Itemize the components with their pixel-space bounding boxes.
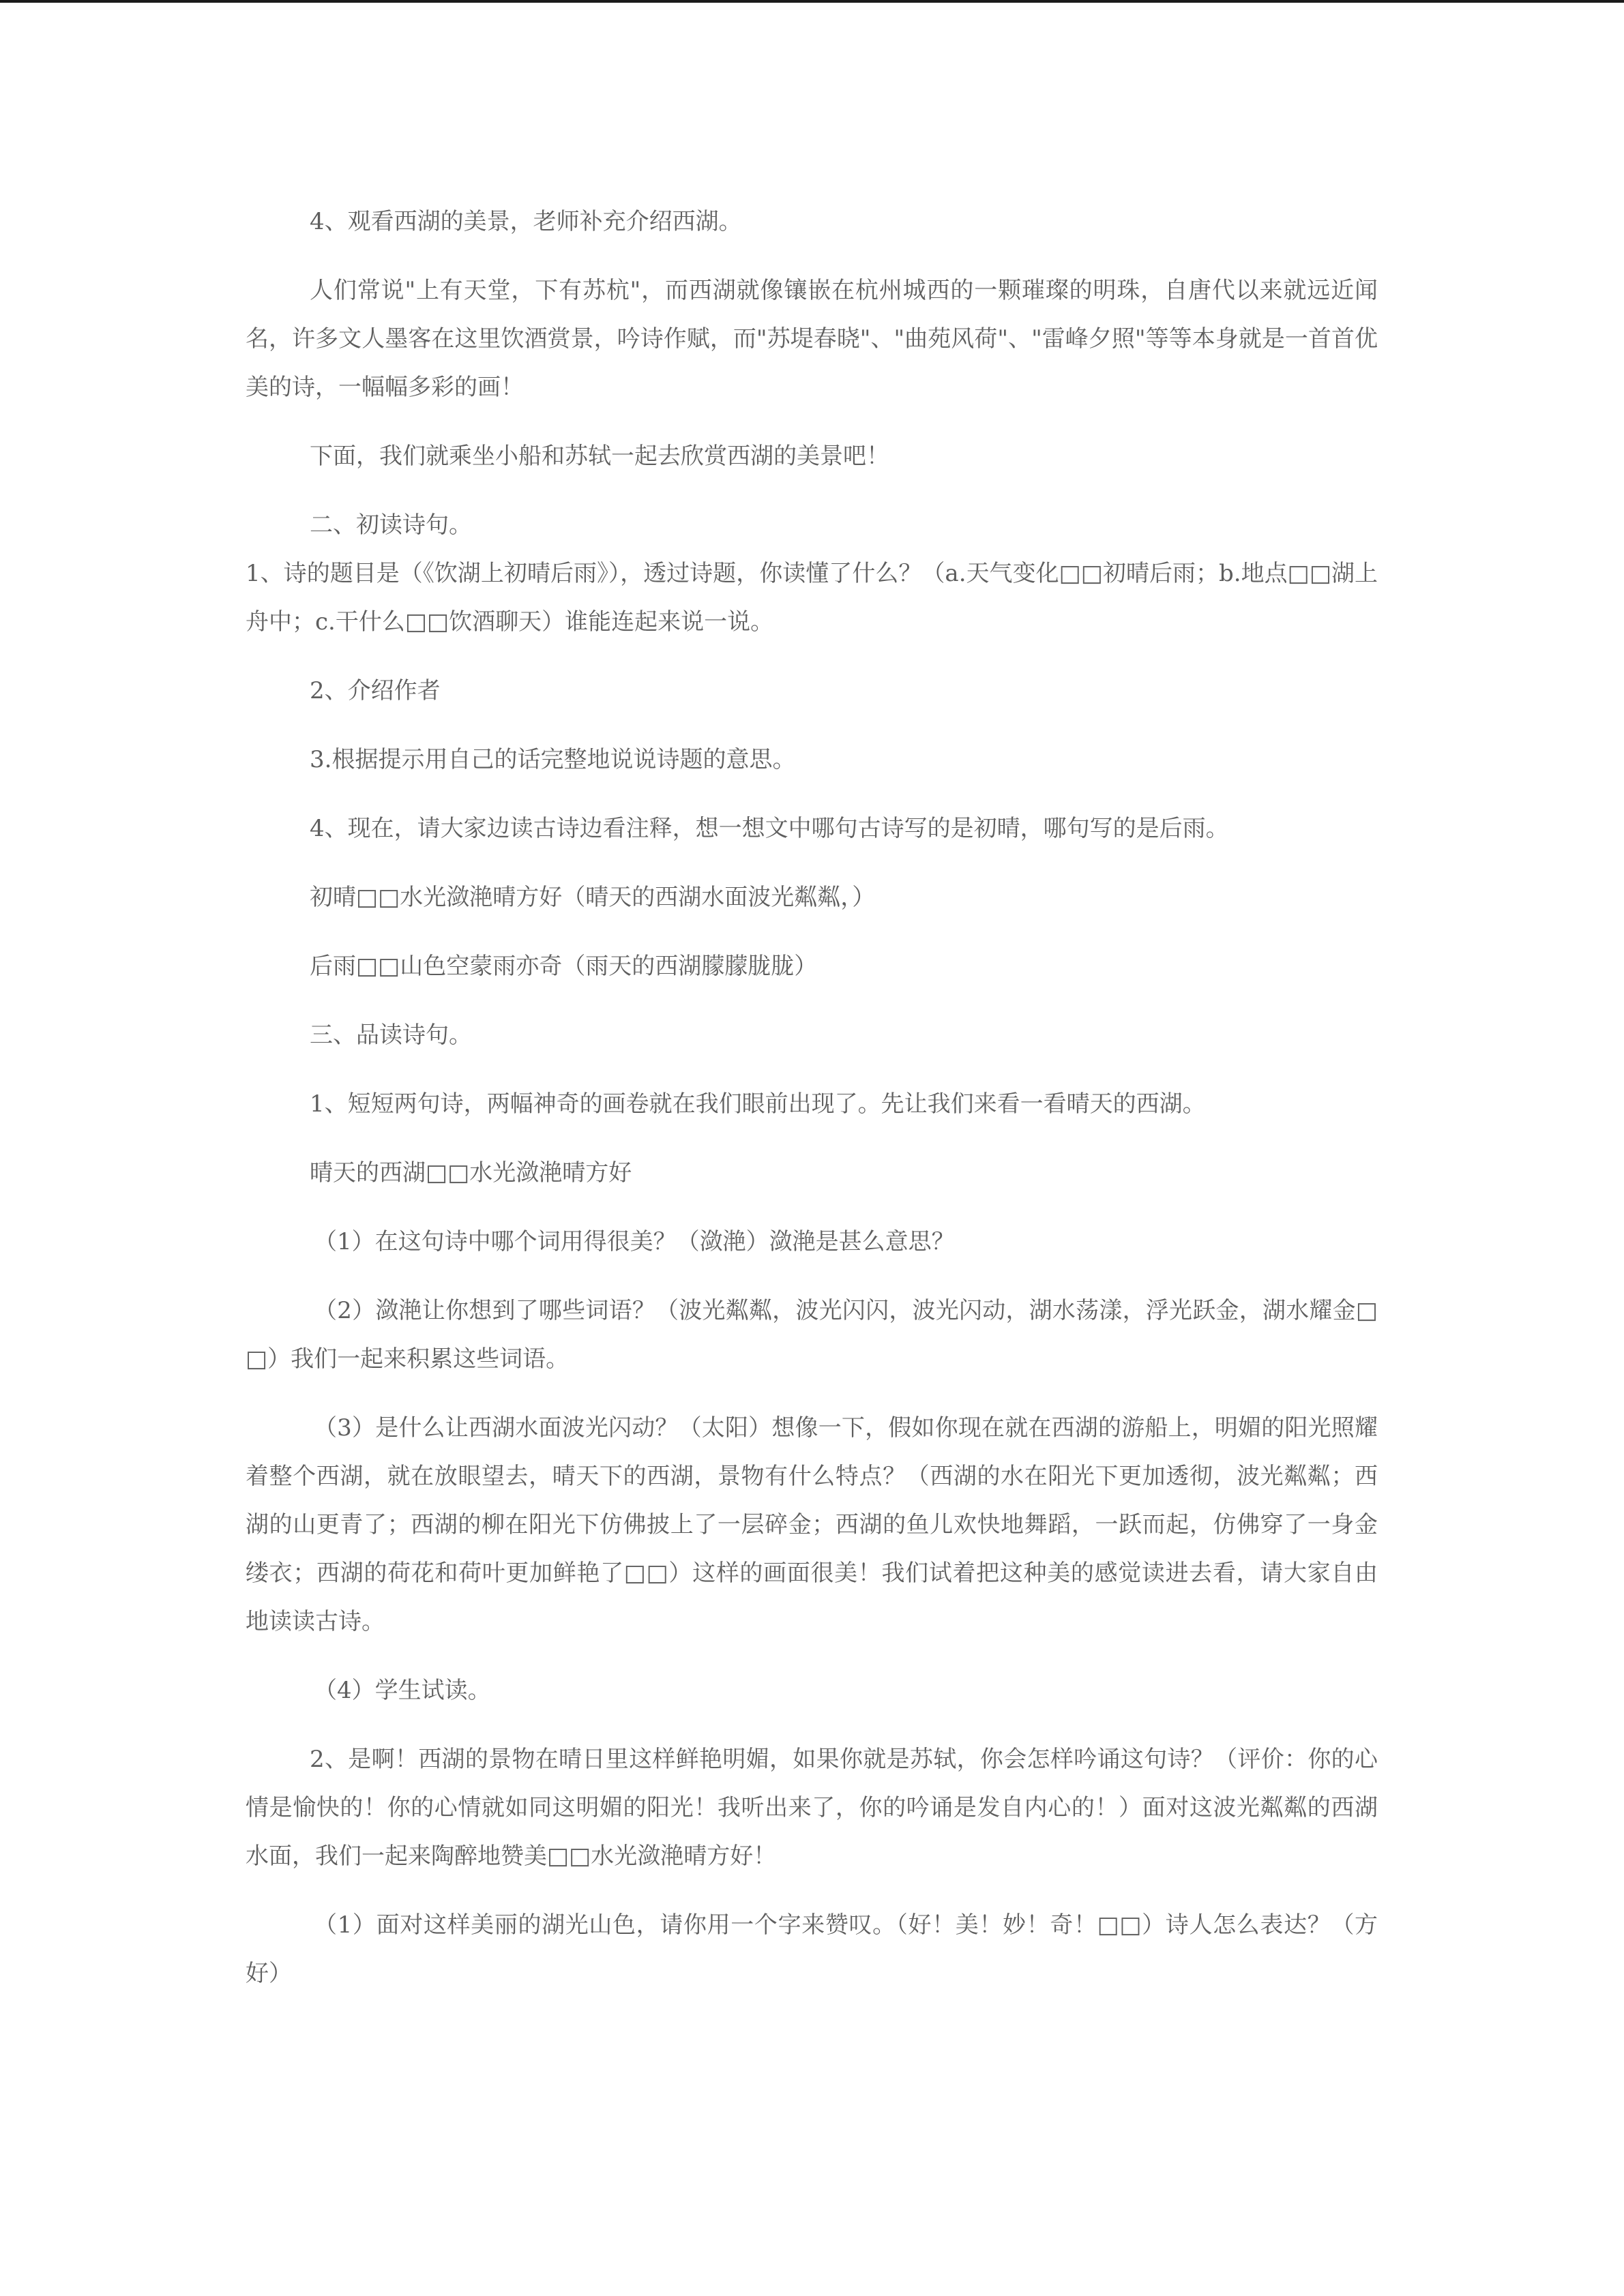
document-page	[246, 198, 1378, 2018]
paragraph-two-lines: 1、短短两句诗，两幅神奇的画卷就在我们眼前出现了。先让我们来看一看晴天的西湖。	[310, 1090, 1206, 1118]
paragraph-watch-west-lake: 4、观看西湖的美景，老师补充介绍西湖。	[310, 208, 742, 235]
paragraph-introduce-author: 2、介绍作者	[310, 677, 441, 704]
paragraph-poem-title: 1、诗的题目是（《饮湖上初晴后雨》），透过诗题，你读懂了什么？（a.天气变化□□初晴后雨；b.地点□□湖上舟中；c.干什么□□饮酒聊天）谁能连起来说一说。	[246, 560, 1378, 636]
question-1: （1）在这句诗中哪个词用得很美？（潋滟）潋滟是甚么意思？	[314, 1228, 955, 1255]
question-2: （2）潋滟让你想到了哪些词语？（波光粼粼，波光闪闪，波光闪动，湖水荡漾，浮光跃金，湖水耀金□□）我们一起来积累这些词语。	[246, 1297, 1378, 1373]
paragraph-rain-line: 后雨□□山色空蒙雨亦奇（雨天的西湖朦朦胧胧）	[310, 953, 818, 980]
paragraph-recite-poem: 2、是啊！西湖的景物在晴日里这样鲜艳明媚，如果你就是苏轼，你会怎样吟诵这句诗？（评价：你的心情是愉快的！你的心情就如同这明媚的阳光！我听出来了，你的吟诵是发自内心的！）面对这波光粼粼的西湖水面，我们一起来陶醉地赞美□□水光潋滟晴方好！	[246, 1746, 1378, 1870]
heading-savor-reading: 三、品读诗句。	[310, 1022, 472, 1049]
heading-first-reading: 二、初读诗句。	[310, 511, 472, 539]
question-4: （4）学生试读。	[314, 1677, 491, 1704]
top-border-line	[0, 0, 1624, 3]
paragraph-read-with-notes: 4、现在，请大家边读古诗边看注释，想一想文中哪句古诗写的是初晴，哪句写的是后雨。	[310, 815, 1229, 842]
question-praise-word: （1）面对这样美丽的湖光山色，请你用一个字来赞叹。（好！美！妙！奇！□□）诗人怎么表达？（方好）	[246, 1911, 1378, 1987]
paragraph-take-boat: 下面，我们就乘坐小船和苏轼一起去欣赏西湖的美景吧！	[310, 443, 889, 470]
paragraph-sunny-west-lake: 晴天的西湖□□水光潋滟晴方好	[310, 1159, 632, 1187]
question-3: （3）是什么让西湖水面波光闪动？（太阳）想像一下，假如你现在就在西湖的游船上，明媚的阳光照耀着整个西湖，就在放眼望去，晴天下的西湖，景物有什么特点？（西湖的水在阳光下更加透彻，波光粼粼；西湖的山更青了；西湖的柳在阳光下仿佛披上了一层碎金；西湖的鱼儿欢快地舞蹈，一跃而起，仿佛穿了一身金缕衣；西湖的荷花和荷叶更加鲜艳了□□）这样的画面很美！我们试着把这种美的感觉读进去看，请大家自由地读读古诗。	[246, 1414, 1378, 1635]
paragraph-heaven-suhang: 人们常说"上有天堂，下有苏杭"，而西湖就像镶嵌在杭州城西的一颗璀璨的明珠，自唐代以来就远近闻名，许多文人墨客在这里饮酒赏景，吟诗作赋，而"苏堤春晓"、"曲苑风荷"、"雷峰夕照"等等本身就是一首首优美的诗，一幅幅多彩的画！	[246, 277, 1378, 401]
paragraph-sunny-line: 初晴□□水光潋滟晴方好（晴天的西湖水面波光粼粼，）	[310, 884, 876, 911]
paragraph-explain-title: 3.根据提示用自己的话完整地说说诗题的意思。	[310, 746, 796, 773]
